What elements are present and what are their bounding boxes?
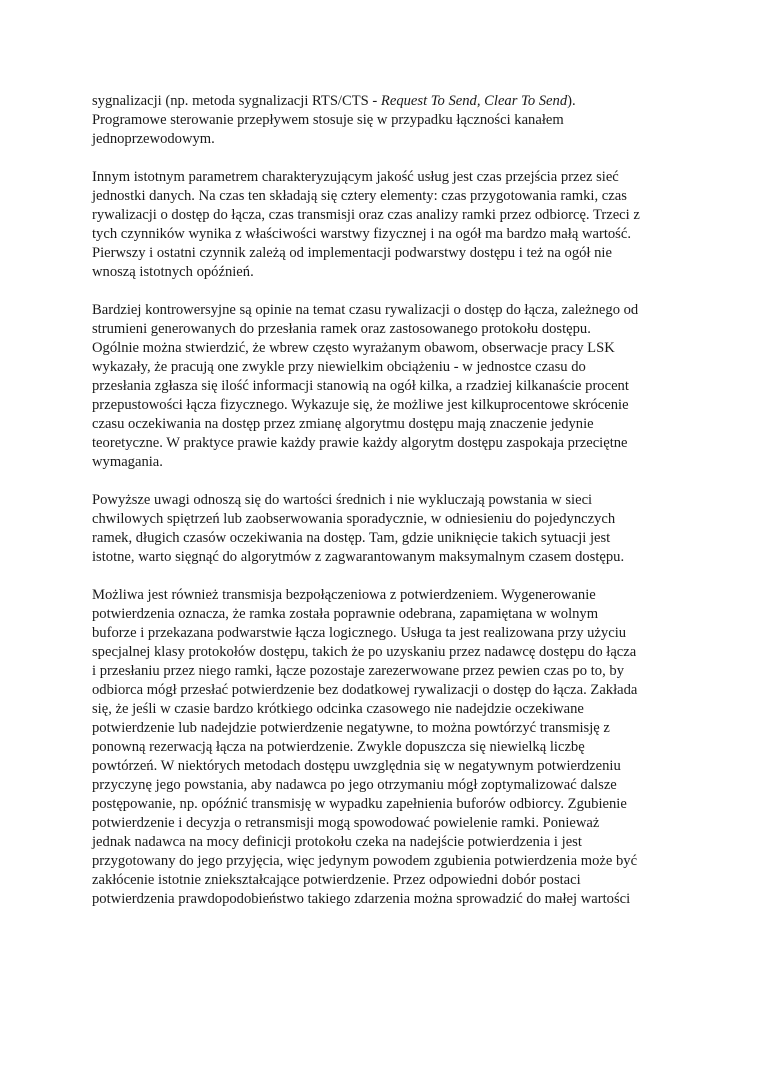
text-line: strumieni generowanych do przesłania ramek oraz zastosowanego protokołu dostępu. [92, 321, 591, 337]
text-line: odbiorca mógł przesłać potwierdzenie bez dodatkowej rywalizacji o dostęp do łącza. Zakłada [92, 682, 638, 698]
text-line: Pierwszy i ostatni czynnik zależą od implementacji podwarstwy dostępu i też na ogół nie [92, 245, 612, 261]
text-line: Możliwa jest również transmisja bezpołączeniowa z potwierdzeniem. Wygenerowanie [92, 587, 596, 603]
text-line: wnoszą istotnych opóźnień. [92, 264, 254, 280]
text-line: Ogólnie można stwierdzić, że wbrew często wyrażanym obawom, obserwacje pracy LSK [92, 340, 615, 356]
text-line: potwierdzenia prawdopodobieństwo takiego zdarzenia można sprowadzić do małej wartości [92, 891, 631, 907]
text-line: przygotowany do jego przyjęcia, więc jedynym powodem zgubienia potwierdzenia może być [92, 853, 638, 869]
text-line: powtórzeń. W niektórych metodach dostępu uwzględnia się w negatywnym potwierdzeniu [92, 758, 621, 774]
text-line: Powyższe uwagi odnoszą się do wartości średnich i nie wykluczają powstania w sieci [92, 492, 593, 508]
paragraph-signalling [92, 92, 674, 149]
text-line: specjalnej klasy protokołów dostępu, takich że po uzyskaniu przez nadawcę dostępu do łącza [92, 644, 637, 660]
text-line: teoretyczne. W praktyce prawie każdy prawie każdy algorytm dostępu zaspokaja przeciętne [92, 435, 628, 451]
text-line: zakłócenie istotnie zniekształcające potwierdzenie. Przez odpowiedni dobór postaci [92, 872, 581, 888]
text-line: ramek, długich czasów oczekiwania na dostęp. Tam, gdzie uniknięcie takich sytuacji jest [92, 530, 611, 546]
text-line: potwierdzenia oznacza, że ramka została poprawnie odebrana, zapamiętana w wolnym [92, 606, 599, 622]
text-line: Programowe sterowanie przepływem stosuje się w przypadku łączności kanałem [92, 112, 564, 128]
text-line: jednostki danych. Na czas ten składają się cztery elementy: czas przygotowania ramki, czas [92, 188, 627, 204]
paragraph-transit-time [92, 168, 674, 282]
text-line: rywalizacji o dostęp do łącza, czas transmisji oraz czas analizy ramki przez odbiorcę. Trzeci z [92, 207, 640, 223]
paragraph-contention [92, 301, 674, 472]
text-line: i przesłaniu przez niego ramki, łącze pozostaje zarezerwowane przez pewien czas po to, by [92, 663, 624, 679]
text-line: potwierdzenie i decyzja o retransmisji mogą spowodować powielenie ramki. Ponieważ [92, 815, 600, 831]
text-line: czasu oczekiwania na dostęp przez zmianę algorytmu dostępu mają znaczenie jedynie [92, 416, 594, 432]
text-line: Innym istotnym parametrem charakteryzującym jakość usług jest czas przejścia przez sieć [92, 169, 619, 185]
text-line: przesłania zgłasza się ilość informacji stanowią na ogół kilka, a rzadziej kilkanaście procent [92, 378, 629, 394]
text-line: potwierdzenie lub nadejdzie potwierdzenie negatywne, to można powtórzyć transmisję z [92, 720, 610, 736]
text-line: postępowanie, np. opóźnić transmisję w wypadku zapełnienia buforów odbiorcy. Zgubienie [92, 796, 627, 812]
text-run: ). [567, 93, 576, 109]
text-line: przepustowości łącza fizycznego. Wykazuje się, że możliwe jest kilkuprocentowe skrócenie [92, 397, 629, 413]
text-line: wymagania. [92, 454, 163, 470]
paragraph-acknowledgement [92, 586, 674, 909]
text-line: istotne, warto sięgnąć do algorytmów z zagwarantowanym maksymalnym czasem dostępu. [92, 549, 625, 565]
text-line: Bardziej kontrowersyjne są opinie na temat czasu rywalizacji o dostęp do łącza, zależnego od [92, 302, 639, 318]
document-page [92, 92, 674, 928]
text-line: chwilowych spiętrzeń lub zaobserwowania sporadycznie, w odniesieniu do pojedynczych [92, 511, 616, 527]
text-line: ponowną rezerwacją łącza na potwierdzenie. Zwykle dopuszcza się niewielką liczbę [92, 739, 585, 755]
text-line: się, że jeśli w czasie bardzo krótkiego odcinka czasowego nie nadejdzie oczekiwane [92, 701, 584, 717]
text-line: przyczynę jego powstania, aby nadawca po jego otrzymaniu mógł zoptymalizować dalsze [92, 777, 617, 793]
text-line: wykazały, że pracują one zwykle przy niewielkim obciążeniu - w jednostce czasu do [92, 359, 586, 375]
text-run: sygnalizacji (np. metoda sygnalizacji RTS/CTS - [92, 93, 381, 109]
paragraph-averages [92, 491, 674, 567]
text-line: jednoprzewodowym. [92, 131, 215, 147]
text-line: jednak nadawca na mocy definicji protokołu czeka na nadejście potwierdzenia i jest [92, 834, 582, 850]
text-line: tych czynników wynika z właściwości warstwy fizycznej i na ogół ma bardzo małą wartość. [92, 226, 631, 242]
italic-term: Request To Send, Clear To Send [380, 93, 568, 109]
text-line: buforze i przekazana podwarstwie łącza logicznego. Usługa ta jest realizowana przy użyciu [92, 625, 627, 641]
text-line [92, 92, 674, 111]
